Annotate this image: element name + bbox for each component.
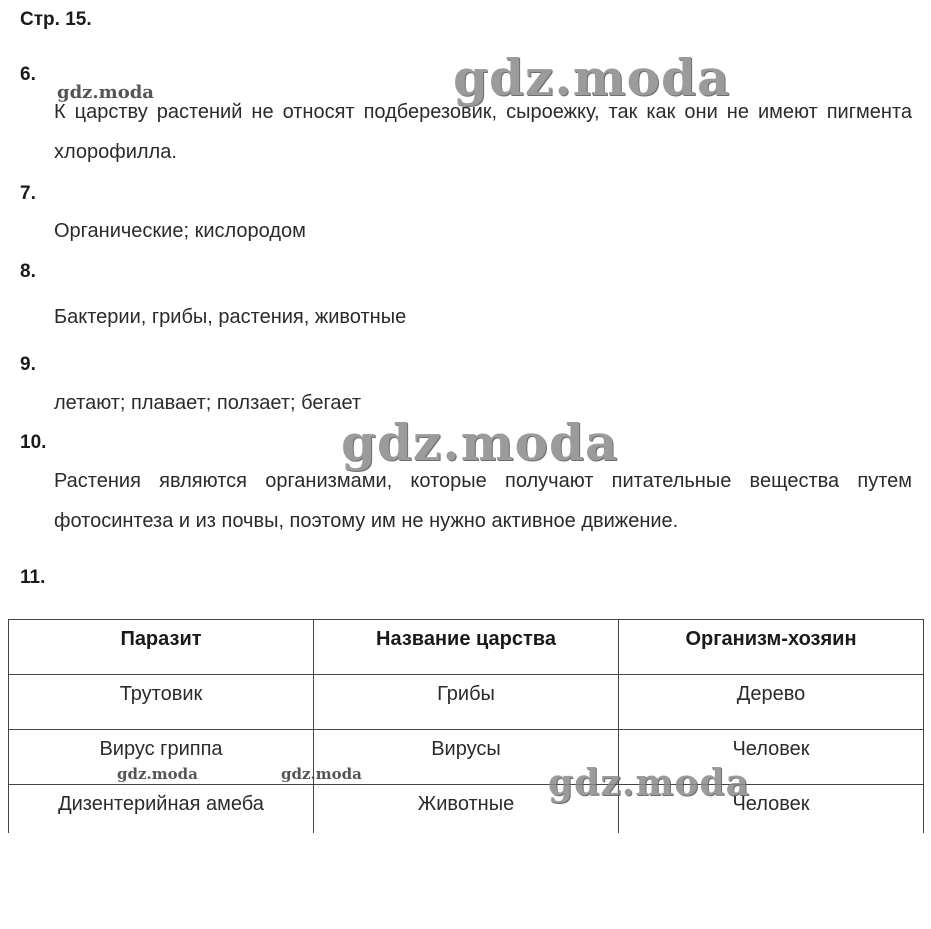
table-row [9, 675, 924, 730]
task-number: 8. [20, 261, 36, 282]
table-cell: Животные [314, 785, 619, 833]
task-number: 7. [20, 183, 36, 204]
task-answer: Органические; кислородом [54, 220, 306, 242]
table-header-cell: Название царства [314, 620, 619, 675]
table-cell: Трутовик [9, 675, 314, 730]
task-number: 6. [20, 64, 36, 85]
task-number: 9. [20, 354, 36, 375]
table-cell: Человек [619, 785, 924, 833]
page-heading: Стр. 15. [20, 9, 92, 30]
table-cell: Вирус гриппа [9, 730, 314, 785]
table-cell: Дерево [619, 675, 924, 730]
table-cell: Дизентерийная амеба [9, 785, 314, 833]
table-header-cell: Паразит [9, 620, 314, 675]
table-header-row [9, 620, 924, 675]
watermark-big: gdz.moda [341, 413, 619, 472]
table-header-cell: Организм-хозяин [619, 620, 924, 675]
task-answer: К царству растений не относят подберезовик, сыроежку, так как они не имеют пигмента хлорофилла. [54, 101, 912, 163]
watermark-small: gdz.moda [57, 82, 154, 103]
watermark-small: gdz.moda [281, 765, 362, 783]
task-answer: Растения являются организмами, которые получают питательные вещества путем фотосинтеза и из почвы, поэтому им не нужно активное движение. [54, 470, 912, 532]
watermark-small: gdz.moda [117, 765, 198, 783]
task-answer: летают; плавает; ползает; бегает [54, 392, 362, 414]
table-cell: Вирусы [314, 730, 619, 785]
task-number: 11. [20, 567, 46, 588]
watermark-big: gdz.moda [453, 48, 731, 107]
table-cell: Человек [619, 730, 924, 785]
watermark-big: gdz.moda [548, 762, 750, 804]
table-cell: Грибы [314, 675, 619, 730]
table-row [9, 785, 924, 833]
kingdoms-table [8, 619, 924, 833]
task-answer: Бактерии, грибы, растения, животные [54, 306, 407, 328]
task-number: 10. [20, 432, 47, 453]
